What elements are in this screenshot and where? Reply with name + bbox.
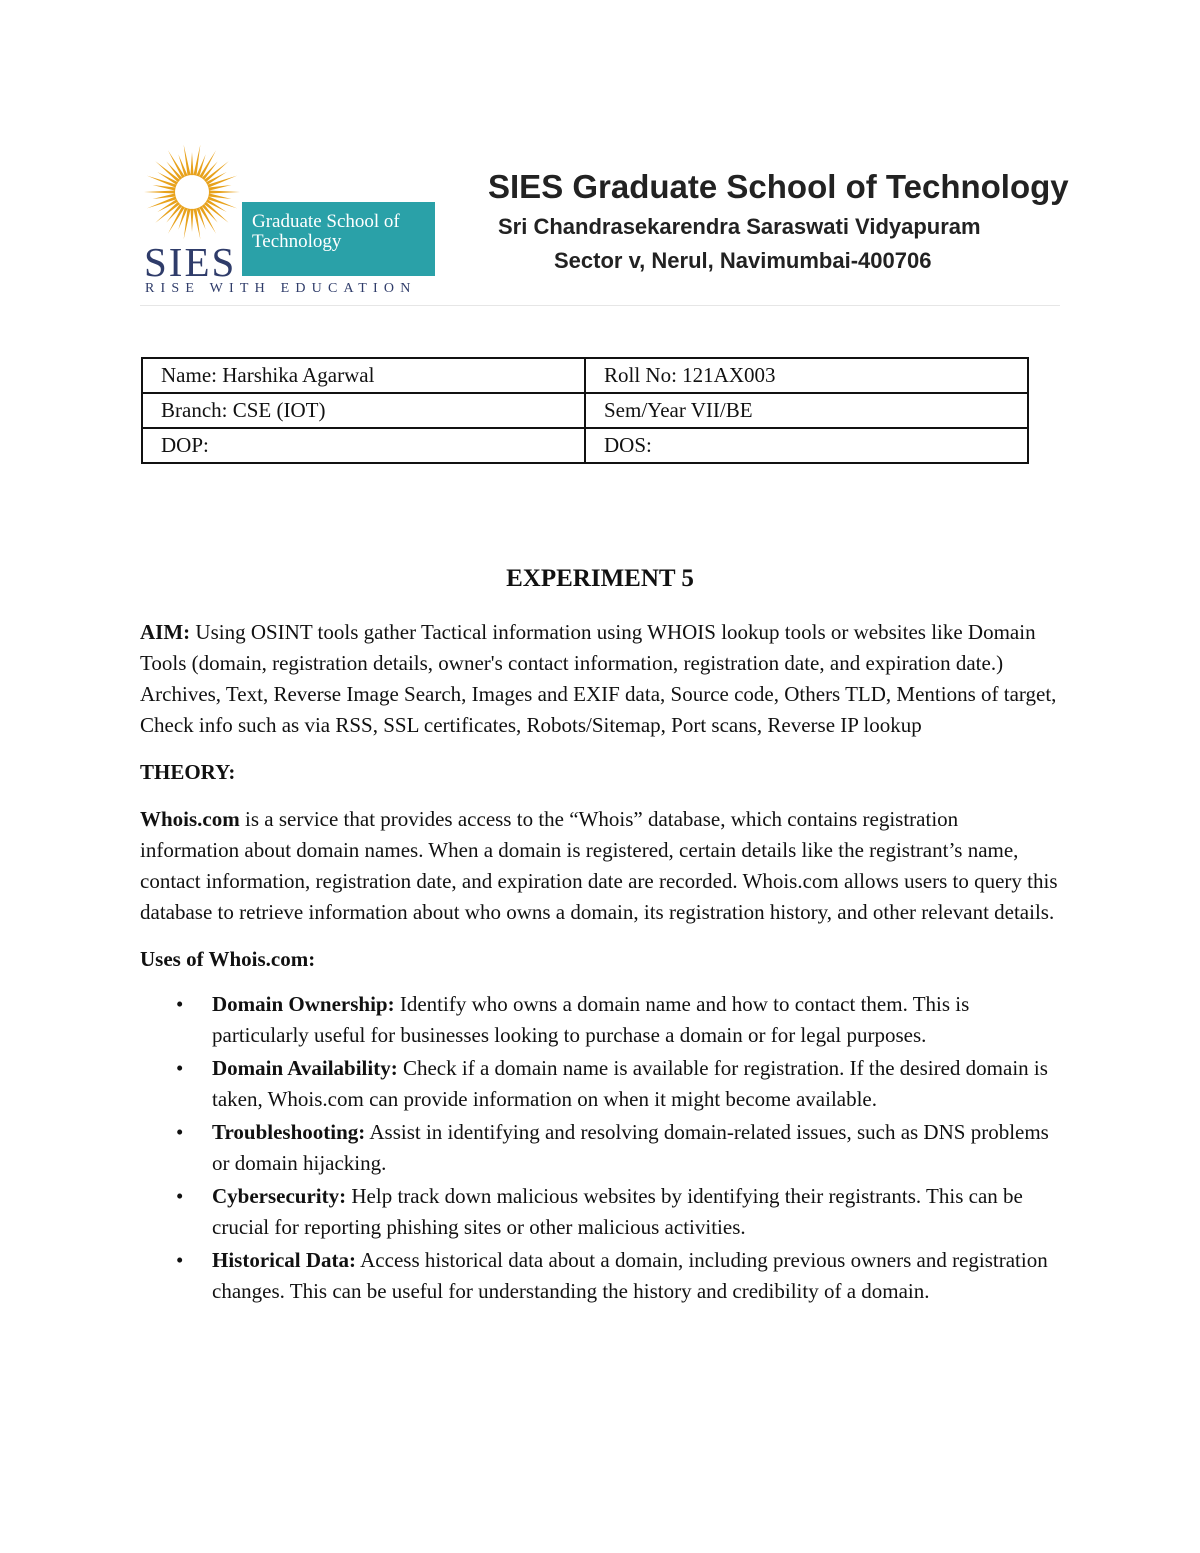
table-row bbox=[142, 358, 1028, 393]
theory-paragraph bbox=[140, 804, 1060, 928]
list-item: • Domain Ownership: Identify who owns a domain name and how to contact them. This is particularly useful for businesses looking to purchase a domain or for legal purposes. bbox=[140, 989, 1060, 1051]
bullet-icon: • bbox=[176, 1120, 184, 1144]
sun-ray bbox=[209, 190, 240, 193]
institution-name: SIES Graduate School of Technology bbox=[488, 168, 1069, 205]
logo-box-text: Graduate School of Technology bbox=[242, 202, 435, 276]
institution-address-line1: Sri Chandrasekarendra Saraswati Vidyapuram bbox=[498, 214, 981, 239]
theory-text: is a service that provides access to the “Whois” database, which contains registration information about domain names. When a domain is registered, certain details like the registrant’s name, contact information, registration date, and expiration date are recorded. Whois.com allows users to query this database to retrieve information about who owns a domain, its registration history, and other relevant details. bbox=[140, 807, 1058, 924]
bullet-icon: • bbox=[176, 1184, 184, 1208]
letterhead bbox=[140, 140, 1069, 306]
list-item: • Cybersecurity: Help track down malicious websites by identifying their registrants. This can be crucial for reporting phishing sites or other malicious activities. bbox=[140, 1181, 1060, 1243]
aim-paragraph bbox=[140, 617, 1060, 741]
theory-heading: THEORY: bbox=[140, 760, 236, 784]
institution-block bbox=[488, 168, 1068, 274]
student-info-table bbox=[141, 357, 1029, 464]
uses-heading: Uses of Whois.com: bbox=[140, 947, 316, 971]
sun-ray bbox=[190, 152, 193, 175]
list-item: • Historical Data: Access historical data about a domain, including previous owners and registration changes. This can be useful for understanding the history and credibility of a domain. bbox=[140, 1245, 1060, 1307]
aim-text: Using OSINT tools gather Tactical information using WHOIS lookup tools or websites like Domain Tools (domain, registration details, owner's contact information, registration date, and expiration date.) Archives, Text, Reverse Image Search, Images and EXIF data, Source code, Others TLD, Mentions of target, Check info such as via RSS, SSL certificates, Robots/Sitemap, Port scans, Reverse IP lookup bbox=[140, 620, 1057, 737]
dos-cell: DOS: bbox=[585, 428, 1028, 463]
list-item: • Troubleshooting: Assist in identifying and resolving domain-related issues, such as DNS problems or domain hijacking. bbox=[140, 1117, 1060, 1179]
document-body bbox=[140, 617, 1060, 1309]
student-name-cell: Name: Harshika Agarwal bbox=[142, 358, 585, 393]
logo-wordmark: SIES bbox=[144, 239, 237, 285]
sun-ray bbox=[190, 209, 193, 232]
institution-address-line2: Sector v, Nerul, Navimumbai-400706 bbox=[554, 248, 932, 273]
uses-list bbox=[140, 989, 1060, 1307]
bullet-icon: • bbox=[176, 992, 184, 1016]
list-item: • Domain Availability: Check if a domain name is available for registration. If the desired domain is taken, Whois.com can provide information on when it might become available. bbox=[140, 1053, 1060, 1115]
theory-term: Whois.com bbox=[140, 807, 240, 831]
sem-year-cell: Sem/Year VII/BE bbox=[585, 393, 1028, 428]
dop-cell: DOP: bbox=[142, 428, 585, 463]
sun-ray bbox=[144, 190, 175, 193]
table-row bbox=[142, 393, 1028, 428]
roll-number-cell: Roll No: 121AX003 bbox=[585, 358, 1028, 393]
bullet-icon: • bbox=[176, 1056, 184, 1080]
bullet-icon: • bbox=[176, 1248, 184, 1272]
sies-logo bbox=[140, 140, 440, 300]
aim-label: AIM: bbox=[140, 620, 191, 644]
branch-cell: Branch: CSE (IOT) bbox=[142, 393, 585, 428]
experiment-title: EXPERIMENT 5 bbox=[506, 565, 694, 592]
table-row bbox=[142, 428, 1028, 463]
sun-logo-icon bbox=[142, 142, 242, 242]
logo-tagline: RISE WITH EDUCATION bbox=[145, 281, 417, 296]
